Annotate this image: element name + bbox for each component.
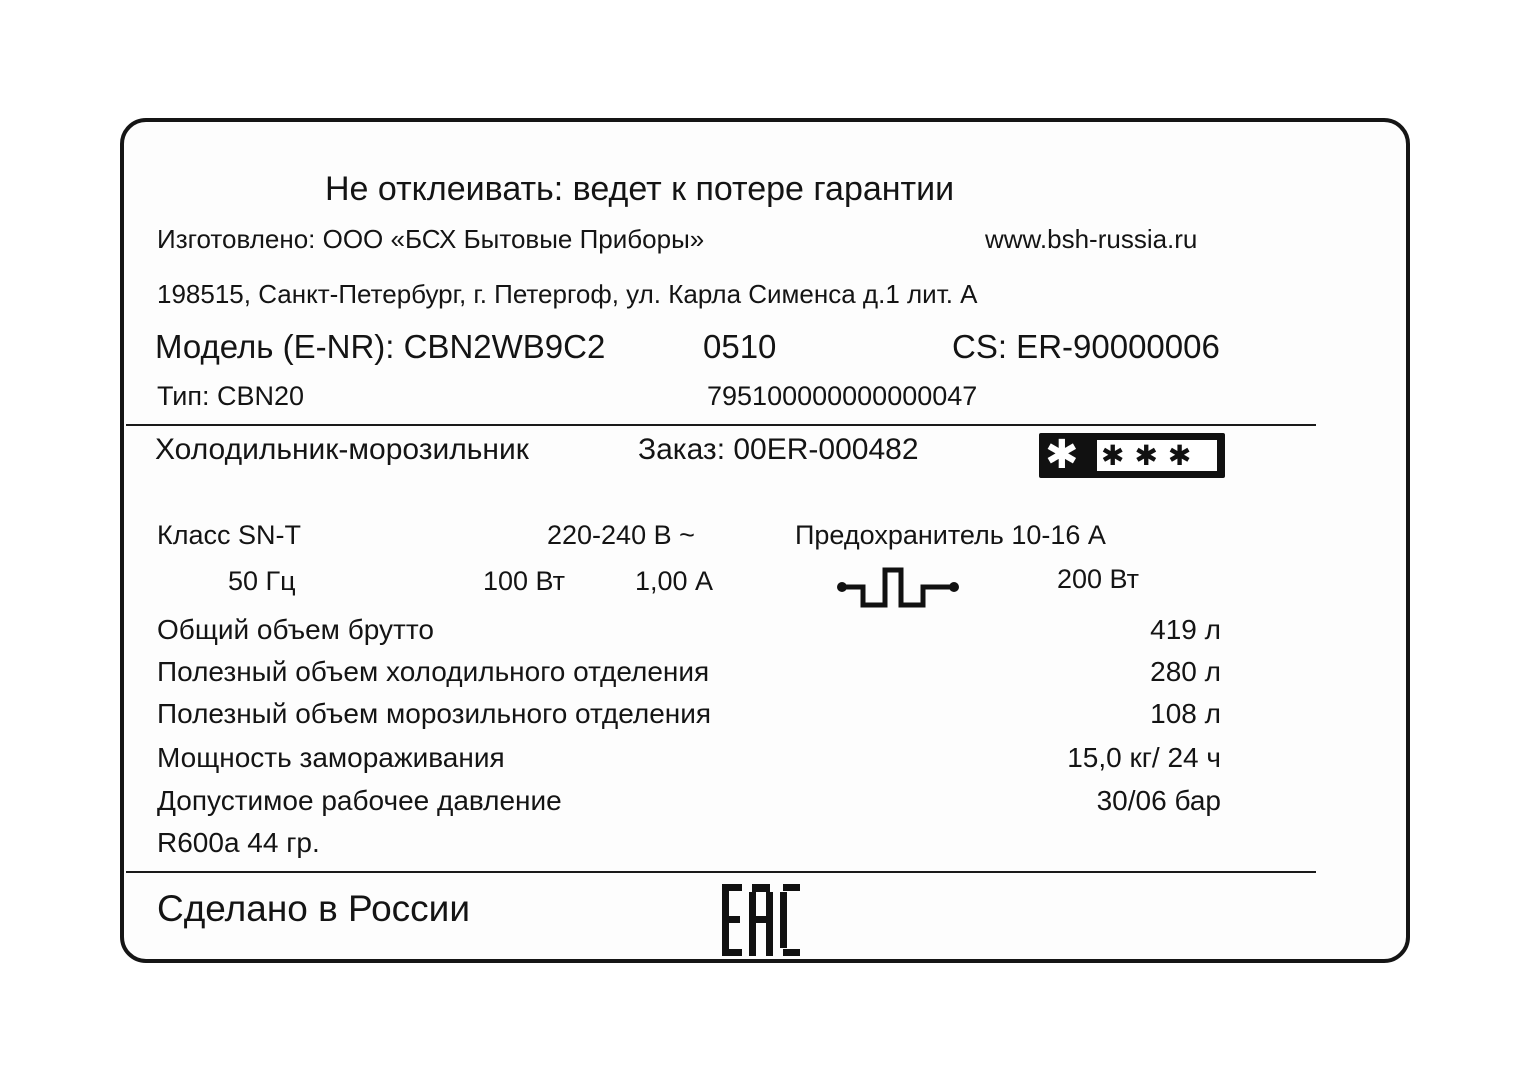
heater-power: 200 Вт	[1057, 564, 1140, 594]
spec-label-fridge-volume: Полезный объем холодильного отделения	[157, 656, 710, 687]
star-rating-box	[1097, 440, 1217, 471]
spec-label-freezer-volume: Полезный объем морозильного отделения	[157, 698, 712, 729]
spec-label-pressure: Допустимое рабочее давление	[157, 785, 562, 816]
model-label: Модель (E-NR): CBN2WB9C2	[155, 328, 606, 365]
four-star-freezer-icon	[1039, 433, 1225, 478]
order-number: Заказ: 00ER-000482	[638, 433, 919, 466]
divider-bottom	[126, 871, 1316, 873]
spec-label-gross-volume: Общий объем брутто	[157, 614, 434, 645]
current-rating: 1,00 А	[635, 566, 714, 596]
fuse-rating: Предохранитель 10-16 А	[795, 520, 1106, 550]
climate-class: Класс SN-T	[157, 520, 301, 550]
spec-value-fridge-volume: 280 л	[1150, 656, 1221, 687]
frequency: 50 Гц	[228, 566, 296, 596]
large-star-icon: ✱	[1045, 432, 1079, 478]
product-name: Холодильник-морозильник	[155, 433, 529, 466]
country-of-origin: Сделано в России	[157, 888, 471, 929]
manufacturer-website: www.bsh-russia.ru	[985, 224, 1198, 254]
small-stars-icon: ✱✱✱	[1101, 439, 1202, 472]
spec-value-freezer-volume: 108 л	[1150, 698, 1221, 729]
refrigerant: R600a 44 гр.	[157, 827, 320, 858]
cs-number: CS: ER-90000006	[952, 328, 1220, 365]
serial-number: 795100000000000047	[707, 381, 978, 411]
voltage: 220-240 В ~	[547, 520, 695, 550]
defrost-heater-icon	[833, 560, 963, 612]
model-code: 0510	[703, 328, 777, 365]
type-label: Тип: CBN20	[157, 381, 305, 411]
manufacturer-address: 198515, Санкт-Петербург, г. Петергоф, ул. Карла Сименса д.1 лит. А	[157, 279, 978, 309]
manufacturer-line: Изготовлено: ООО «БСХ Бытовые Приборы»	[157, 224, 705, 254]
eac-certification-mark	[720, 882, 802, 958]
divider-top	[126, 424, 1316, 426]
spec-value-pressure: 30/06 бар	[1096, 785, 1221, 816]
spec-value-freezing-capacity: 15,0 кг/ 24 ч	[1067, 742, 1221, 773]
spec-value-gross-volume: 419 л	[1150, 614, 1221, 645]
power-rating: 100 Вт	[483, 566, 566, 596]
spec-label-freezing-capacity: Мощность замораживания	[157, 742, 505, 773]
warranty-warning: Не отклеивать: ведет к потере гарантии	[325, 170, 955, 208]
